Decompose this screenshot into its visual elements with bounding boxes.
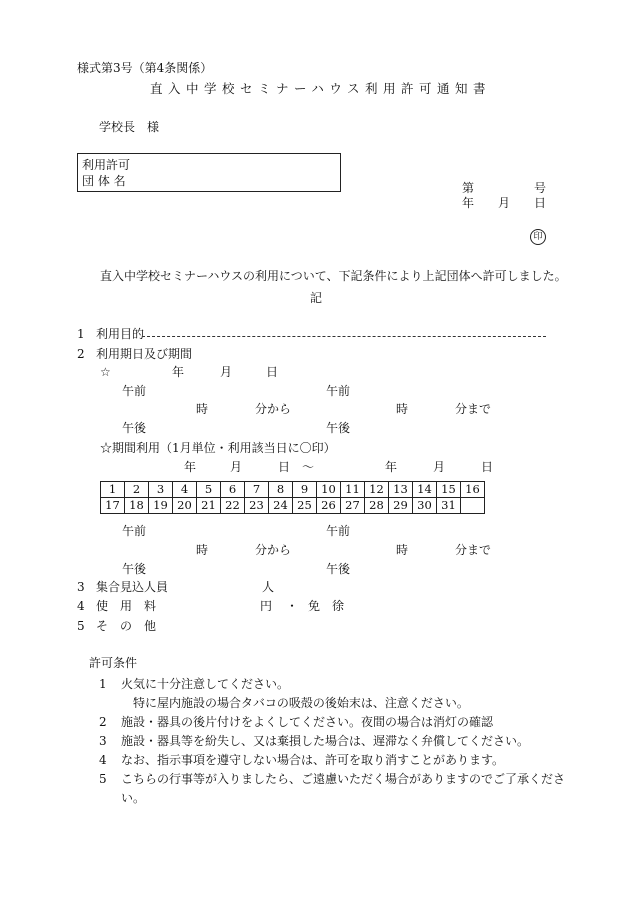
date1-day: 日: [266, 365, 279, 379]
period-usage-label: ☆期間利用（1月単位・利用該当日に〇印）: [100, 441, 336, 455]
document-title: 直入中学校セミナーハウス利用許可通知書: [150, 81, 492, 96]
day-cell[interactable]: 22: [221, 498, 245, 514]
day-cell[interactable]: 31: [437, 498, 461, 514]
item2-label: 利用期日及び期間: [96, 347, 193, 361]
item5-number: 5: [77, 619, 85, 633]
item1-label: 利用目的: [96, 327, 145, 341]
item4-number: 4: [77, 599, 85, 613]
day-cell[interactable]: 21: [197, 498, 221, 514]
period-end-month: 月: [433, 460, 446, 474]
condition-text: 施設・器具の後片付けをよくしてください。夜間の場合は消灯の確認: [121, 715, 494, 729]
day-cell[interactable]: 13: [389, 482, 413, 498]
period-start-month: 月: [230, 460, 243, 474]
day-table-row: [101, 498, 485, 514]
day-cell[interactable]: 1: [101, 482, 125, 498]
time1-end-pm: 午後: [326, 421, 351, 435]
condition-number: 5: [99, 772, 107, 786]
period-end-year: 年: [385, 460, 398, 474]
condition-text: こちらの行事等が入りましたら、ご遠慮いただく場合がありますのでご了承くださ: [121, 772, 566, 786]
time1-start-am: 午前: [122, 384, 147, 398]
day-cell[interactable]: 5: [197, 482, 221, 498]
day-cell[interactable]: 24: [269, 498, 293, 514]
day-cell[interactable]: 17: [101, 498, 125, 514]
item1-number: 1: [77, 327, 85, 341]
time1-start-min: 分から: [255, 402, 292, 416]
period-start-year: 年: [184, 460, 197, 474]
group-box-line2: 団 体 名: [82, 174, 126, 188]
day-table-row: [101, 482, 485, 498]
day-cell: [461, 498, 485, 514]
item4-label: 使 用 料: [96, 599, 157, 613]
issue-day-label: 日: [534, 196, 547, 210]
condition-text: 火気に十分注意してください。: [121, 677, 290, 691]
day-cell[interactable]: 19: [149, 498, 173, 514]
day-cell[interactable]: 28: [365, 498, 389, 514]
item3-unit: 人: [262, 580, 275, 594]
condition-number: 3: [99, 734, 107, 748]
period-tilde: ～: [302, 460, 315, 474]
day-cell[interactable]: 27: [341, 498, 365, 514]
condition-number: 1: [99, 677, 107, 691]
date1-month: 月: [220, 365, 233, 379]
issue-year-label: 年: [462, 196, 475, 210]
condition-text: なお、指示事項を遵守しない場合は、許可を取り消すことがあります。: [121, 753, 505, 767]
group-name-box: [77, 153, 341, 192]
time1-end-min: 分まで: [455, 402, 492, 416]
day-cell[interactable]: 7: [245, 482, 269, 498]
day-cell[interactable]: 2: [125, 482, 149, 498]
time1-start-pm: 午後: [122, 421, 147, 435]
day-cell[interactable]: 26: [317, 498, 341, 514]
time1-start-hour: 時: [196, 402, 209, 416]
time2-start-pm: 午後: [122, 562, 147, 576]
form-number: 様式第3号（第4条関係）: [77, 61, 213, 75]
day-cell[interactable]: 9: [293, 482, 317, 498]
day-cell[interactable]: 20: [173, 498, 197, 514]
day-cell[interactable]: 3: [149, 482, 173, 498]
item4-unit: 円: [260, 599, 273, 613]
day-cell[interactable]: 10: [317, 482, 341, 498]
day-cell[interactable]: 12: [365, 482, 389, 498]
day-cell[interactable]: 4: [173, 482, 197, 498]
ki-label: 記: [310, 291, 323, 305]
time2-start-hour: 時: [196, 543, 209, 557]
group-box-line1: 利用許可: [82, 158, 131, 172]
day-cell[interactable]: 29: [389, 498, 413, 514]
day-cell[interactable]: 23: [245, 498, 269, 514]
number-dai: 第: [462, 181, 475, 195]
item2-number: 2: [77, 347, 85, 361]
day-cell[interactable]: 30: [413, 498, 437, 514]
time2-end-hour: 時: [396, 543, 409, 557]
day-cell[interactable]: 6: [221, 482, 245, 498]
item4-dot: ・: [286, 599, 299, 613]
item3-label: 集合見込人員: [96, 580, 169, 594]
condition-number: 2: [99, 715, 107, 729]
conditions-title: 許可条件: [89, 656, 138, 670]
condition-number: 4: [99, 753, 107, 767]
day-cell[interactable]: 16: [461, 482, 485, 498]
time1-end-hour: 時: [396, 402, 409, 416]
condition-text: 特に屋内施設の場合タバコの吸殻の後始末は、注意ください。: [133, 696, 469, 710]
day-cell[interactable]: 15: [437, 482, 461, 498]
time2-end-min: 分まで: [455, 543, 492, 557]
item3-number: 3: [77, 580, 85, 594]
time2-end-am: 午前: [326, 524, 351, 538]
day-cell[interactable]: 18: [125, 498, 149, 514]
item4-exempt: 免 徐: [308, 599, 345, 613]
issue-month-label: 月: [498, 196, 511, 210]
addressee: 学校長 様: [99, 120, 160, 134]
seal-mark: 印: [530, 229, 546, 245]
period-start-day: 日: [278, 460, 291, 474]
time2-end-pm: 午後: [326, 562, 351, 576]
condition-text: 施設・器具等を紛失し、又は棄損した場合は、遅滞なく弁償してください。: [121, 734, 530, 748]
time2-start-am: 午前: [122, 524, 147, 538]
date1-year: 年: [172, 365, 185, 379]
day-table: [100, 481, 485, 514]
time2-start-min: 分から: [255, 543, 292, 557]
day-cell[interactable]: 25: [293, 498, 317, 514]
star-mark: ☆: [100, 365, 111, 379]
condition-text: い。: [121, 791, 146, 805]
number-go: 号: [534, 181, 547, 195]
purpose-line: [142, 336, 546, 337]
day-cell[interactable]: 11: [341, 482, 365, 498]
period-end-day: 日: [481, 460, 494, 474]
day-cell[interactable]: 14: [413, 482, 437, 498]
body-text: 直入中学校セミナーハウスの利用について、下記条件により上記団体へ許可しました。: [100, 269, 567, 283]
item5-label: そ の 他: [96, 619, 157, 633]
day-cell[interactable]: 8: [269, 482, 293, 498]
time1-end-am: 午前: [326, 384, 351, 398]
